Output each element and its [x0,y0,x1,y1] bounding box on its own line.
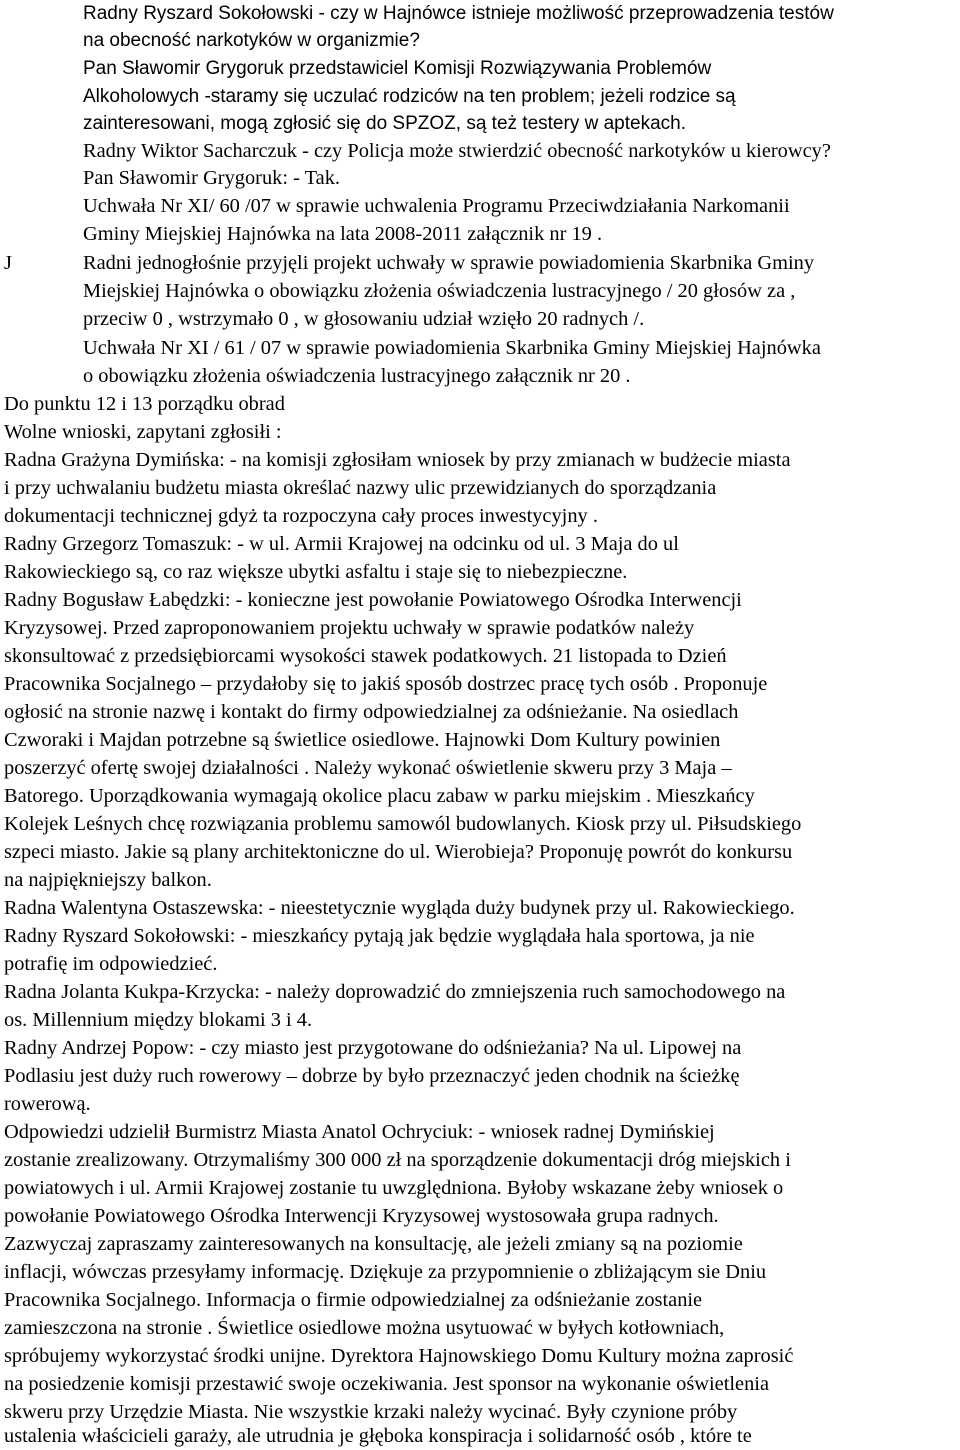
text-line: powiatowych i ul. Armii Krajowej zostanie tu uwzględniona. Byłoby wskazane żeby wniosek o [4,1177,784,1199]
text-line: rowerową. [4,1093,91,1115]
text-line: Pracownika Socjalnego – przydałoby się to jakiś sposób dostrzec pracę tych osób . Proponuje [4,673,768,695]
text-line: Radny Wiktor Sacharczuk - czy Policja może stwierdzić obecność narkotyków u kierowcy? [83,140,831,162]
text-line: Kryzysowej. Przed zaproponowaniem projektu uchwały w sprawie podatków należy [4,617,695,639]
text-line: zainteresowani, mogą zgłosić się do SPZOZ, są też testery w aptekach. [83,113,686,134]
text-line: Odpowiedzi udzielił Burmistrz Miasta Anatol Ochryciuk: - wniosek radnej Dymińskiej [4,1121,715,1143]
text-line: spróbujemy wykorzystać środki unijne. Dyrektora Hajnowskiego Domu Kultury można zaprosić [4,1345,794,1367]
text-line: Uchwała Nr XI/ 60 /07 w sprawie uchwalenia Programu Przeciwdziałania Narkomanii [83,195,790,217]
text-line: i przy uchwalaniu budżetu miasta określać nazwy ulic przewidzianych do sporządzania [4,477,717,499]
text-line: Batorego. Uporządkowania wymagają okolice placu zabaw w parku miejskim . Mieszkańcy [4,785,755,807]
text-line: Radna Grażyna Dymińska: - na komisji zgłosiłam wniosek by przy zmianach w budżecie miasta [4,449,791,471]
text-line: przeciw 0 , wstrzymało 0 , w głosowaniu udział wzięło 20 radnych /. [83,308,645,330]
text-line: Do punktu 12 i 13 porządku obrad [4,393,285,415]
text-line: szpeci miasto. Jakie są plany architektoniczne do ul. Wierobieja? Proponuję powrót do konkursu [4,841,793,863]
text-line: Pan Sławomir Grygoruk: - Tak. [83,167,341,189]
text-line: powołanie Powiatowego Ośrodka Interwencji Kryzysowej wystosowała grupa radnych. [4,1205,719,1227]
text-line: potrafię im odpowiedzieć. [4,953,218,975]
text-line: o obowiązku złożenia oświadczenia lustracyjnego załącznik nr 20 . [83,365,631,387]
text-line: Gminy Miejskiej Hajnówka na lata 2008-2011 załącznik nr 19 . [83,223,603,245]
text-line: Rakowieckiego są, co raz większe ubytki asfaltu i staje się to niebezpieczne. [4,561,628,583]
text-line: Czworaki i Majdan potrzebne są świetlice osiedlowe. Hajnowki Dom Kultury powinien [4,729,721,751]
text-line: zamieszczona na stronie . Świetlice osiedlowe można usytuować w byłych kotłowniach, [4,1317,725,1339]
text-line: na obecność narkotyków w organizmie? [83,30,420,51]
text-line: Uchwała Nr XI / 61 / 07 w sprawie powiadomienia Skarbnika Gminy Miejskiej Hajnówka [83,337,821,359]
text-line: Radny Ryszard Sokołowski: - mieszkańcy pytają jak będzie wyglądała hala sportowa, ja nie [4,925,755,947]
text-line: Zazwyczaj zapraszamy zainteresowanych na konsultację, ale jeżeli zmiany są na poziomie [4,1233,743,1255]
text-line: skonsultować z przedsiębiorcami wysokości stawek podatkowych. 21 listopada to Dzień [4,645,727,667]
text-line: Pan Sławomir Grygoruk przedstawiciel Komisji Rozwiązywania Problemów [83,58,712,79]
text-line: Kolejek Leśnych chcę rozwiązania problemu samowól budowlanych. Kiosk przy ul. Piłsudskiego [4,813,802,835]
text-line: Radna Jolanta Kukpa-Krzycka: - należy doprowadzić do zmniejszenia ruch samochodowego na [4,981,786,1003]
text-line: dokumentacji technicznej gdyż ta rozpoczyna cały proces inwestycyjny . [4,505,598,527]
text-line: Miejskiej Hajnówka o obowiązku złożenia oświadczenia lustracyjnego / 20 głosów za , [83,280,796,302]
text-line: Radny Bogusław Łabędzki: - konieczne jest powołanie Powiatowego Ośrodka Interwencji [4,589,742,611]
paragraph-marker: J [4,252,12,274]
text-line: Radny Ryszard Sokołowski - czy w Hajnówce istnieje możliwość przeprowadzenia testów [83,3,834,24]
text-line: Radni jednogłośnie przyjęli projekt uchwały w sprawie powiadomienia Skarbnika Gminy [83,252,815,274]
text-line: Radny Andrzej Popow: - czy miasto jest przygotowane do odśnieżania? Na ul. Lipowej na [4,1037,742,1059]
text-line: na posiedzenie komisji przestawić swoje oczekiwania. Jest sponsor na wykonanie oświetlenia [4,1373,769,1395]
text-line: skweru przy Urzędzie Miasta. Nie wszystkie krzaki należy wycinać. Były czynione próby [4,1401,738,1423]
text-line: Radny Grzegorz Tomaszuk: - w ul. Armii Krajowej na odcinku od ul. 3 Maja do ul [4,533,679,555]
text-line: zostanie zrealizowany. Otrzymaliśmy 300 000 zł na sporządzenie dokumentacji dróg miejskich i [4,1149,791,1171]
text-line: Pracownika Socjalnego. Informacja o firmie odpowiedzialnej za odśnieżanie zostanie [4,1289,703,1311]
text-line: Podlasiu jest duży ruch rowerowy – dobrze by było przeznaczyć jeden chodnik na ścieżkę [4,1065,740,1087]
text-line: Wolne wnioski, zapytani zgłosiłi : [4,421,282,443]
text-line: na najpiękniejszy balkon. [4,869,212,891]
text-line: Alkoholowych -staramy się uczulać rodziców na ten problem; jeżeli rodzice są [83,86,736,107]
text-line: poszerzyć ofertę swojej działalności . Należy wykonać oświetlenie skweru przy 3 Maja – [4,757,732,779]
text-line: ogłosić na stronie nazwę i kontakt do firmy odpowiedzialnej za odśnieżanie. Na osiedlach [4,701,739,723]
text-line: Radna Walentyna Ostaszewska: - nieestetycznie wygląda duży budynek przy ul. Rakowieckiego. [4,897,795,919]
text-line: inflacji, wówczas przesyłamy informację. Dziękuje za przypomnienie o zbliżającym sie Dniu [4,1261,767,1283]
text-line: os. Millennium między blokami 3 i 4. [4,1009,313,1031]
text-line: ustalenia właścicieli garaży, ale utrudnia je głęboka konspiracja i solidarność osób , które te [4,1425,752,1447]
